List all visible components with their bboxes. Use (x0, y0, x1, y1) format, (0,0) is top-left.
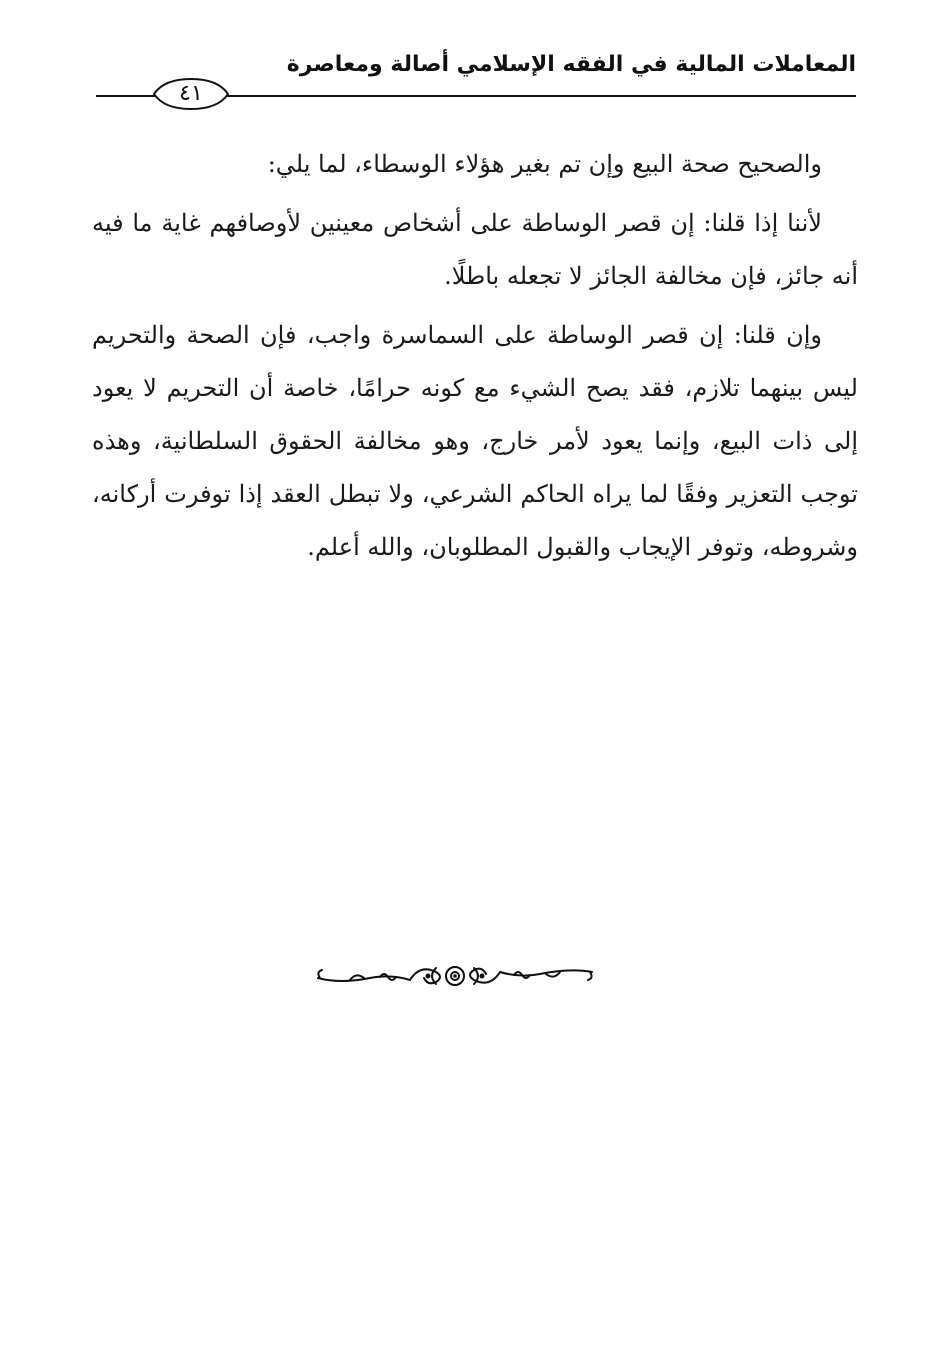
page-number: ٤١ (179, 81, 203, 106)
paragraph-1: والصحيح صحة البيع وإن تم بغير هؤلاء الوسطاء، لما يلي: (267, 150, 822, 178)
paragraph-3: وإن قلنا: إن قصر الوساطة على السماسرة واجب، فإن الصحة والتحريم ليس بينهما تلازم، فقد يصح الشيء مع كونه حرامًا، خاصة أن التحريم لا يعود إلى ذات البيع، وإنما يعود لأمر خارج، وهو مخالفة الحقوق السلطانية، وهذه توجب التعزير وفقًا لما يراه الحاكم الشرعي، ولا تبطل العقد إذا توفرت أركانه، وشروطه، وتوفر الإيجاب والقبول المطلوبان، والله أعلم. (92, 321, 858, 561)
main-text (92, 138, 858, 574)
decorative-divider-icon (310, 958, 600, 994)
running-title: المعاملات المالية في الفقه الإسلامي أصالة ومعاصرة (286, 52, 856, 77)
page-number-badge (150, 76, 232, 112)
paragraph-2: لأننا إذا قلنا: إن قصر الوساطة على أشخاص معينين لأوصافهم غاية ما فيه أنه جائز، فإن مخالفة الجائز لا تجعله باطلًا. (92, 209, 858, 290)
